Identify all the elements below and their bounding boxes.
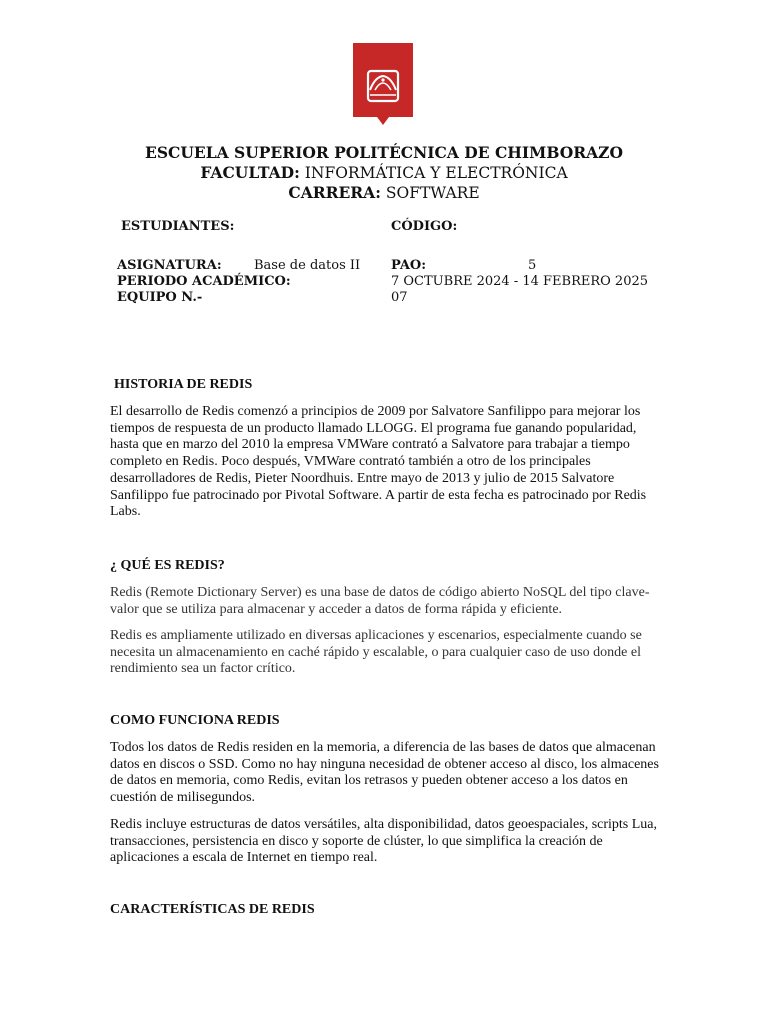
period-value: 7 OCTUBRE 2024 - 14 FEBRERO 2025	[391, 274, 649, 289]
faculty-value: INFORMÁTICA Y ELECTRÓNICA	[304, 164, 568, 182]
what-paragraph-2: Redis es ampliamente utilizado en diversas aplicaciones y escenarios, especialmente cuando se necesita un almacenamiento en caché rápido y escalable, o para cualquier caso de uso donde el rendimiento sea un factor crítico.	[110, 628, 642, 677]
code-label: CÓDIGO:	[391, 219, 458, 234]
pao-value: 5	[528, 258, 537, 273]
features-heading: CARACTERÍSTICAS DE REDIS	[110, 902, 315, 917]
period-label: PERIODO ACADÉMICO:	[117, 274, 291, 289]
faculty-line	[0, 163, 768, 182]
history-paragraph: El desarrollo de Redis comenzó a principios de 2009 por Salvatore Sanfilippo para mejorar los tiempos de respuesta de un producto llamado LLOGG. El programa fue ganando popularidad, hasta que en marzo del 2010 la empresa VMWare contrató a Salvatore para trabajar a tiempo completo en Redis. Poco después, VMWare contrató también a otro de los principales desarrolladores de Redis, Pieter Noordhuis. Entre mayo de 2013 y julio de 2015 Salvatore Sanfilippo fue patrocinado por Pivotal Software. A partir de esta fecha es patrocinado por Redis Labs.	[110, 404, 647, 520]
pao-label: PAO:	[391, 258, 427, 273]
team-label: EQUIPO N.-	[117, 290, 203, 305]
school-name: ESCUELA SUPERIOR POLITÉCNICA DE CHIMBORAZO	[145, 143, 623, 162]
how-heading: COMO FUNCIONA REDIS	[110, 713, 280, 728]
subject-label: ASIGNATURA:	[117, 258, 222, 273]
team-value: 07	[391, 290, 408, 305]
what-heading: ¿ QUÉ ES REDIS?	[110, 558, 225, 573]
career-line	[0, 183, 768, 202]
career-label: CARRERA:	[288, 183, 381, 202]
career-value: SOFTWARE	[385, 184, 480, 202]
what-paragraph-1: Redis (Remote Dictionary Server) es una base de datos de código abierto NoSQL del tipo clave-valor que se utiliza para almacenar y acceder a datos de forma rápida y eficiente.	[110, 585, 650, 617]
history-heading: HISTORIA DE REDIS	[114, 377, 253, 392]
subject-value: Base de datos II	[254, 258, 361, 273]
students-label: ESTUDIANTES:	[121, 219, 235, 234]
institution-shield-icon	[353, 43, 413, 125]
how-paragraph-1: Todos los datos de Redis residen en la memoria, a diferencia de las bases de datos que almacenan datos en discos o SSD. Como no hay ninguna necesidad de obtener acceso al disco, los almacenes de datos en memoria, como Redis, evitan los retrasos y pueden obtener acceso a los datos en cuestión de milisegundos.	[110, 740, 659, 806]
faculty-label: FACULTAD:	[200, 163, 300, 182]
how-paragraph-2: Redis incluye estructuras de datos versátiles, alta disponibilidad, datos geoespaciales, scripts Lua, transacciones, persistencia en disco y soporte de clúster, lo que simplifica la creación de aplicaciones a escala de Internet en tiempo real.	[110, 817, 658, 866]
